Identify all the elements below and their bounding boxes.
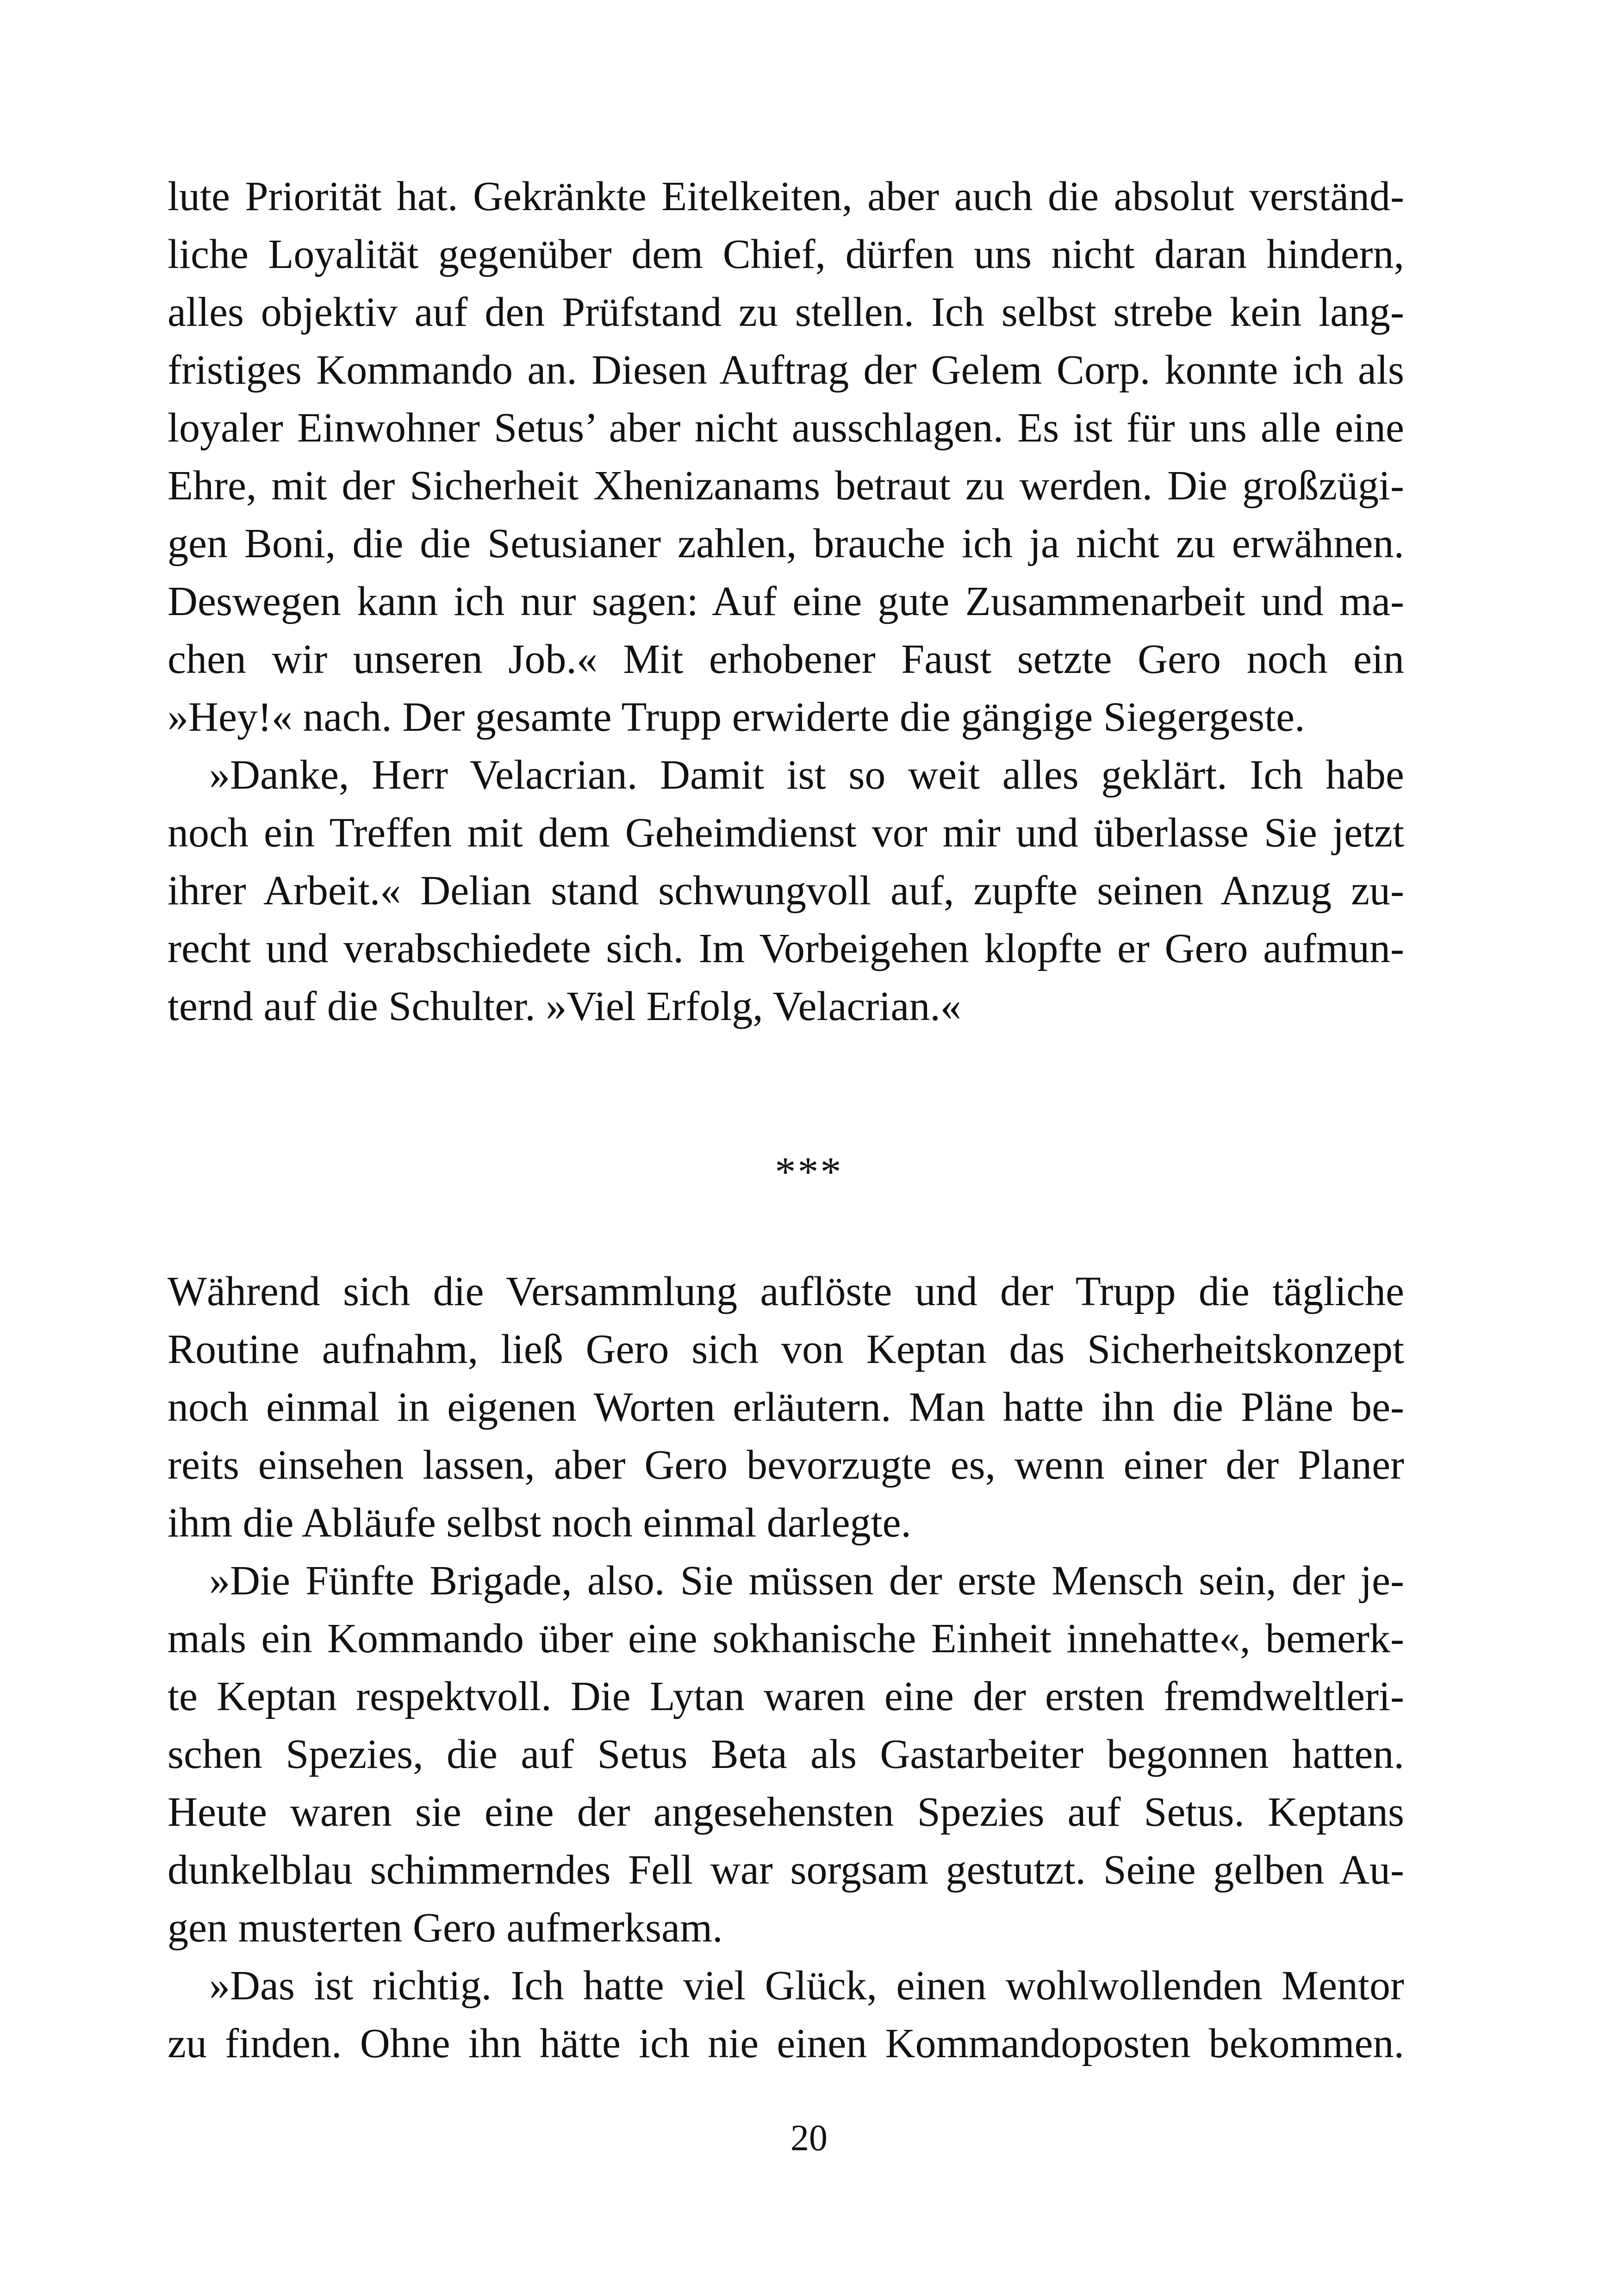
text-section-1 — [168, 168, 1404, 1035]
text-line: recht und verabschiedete sich. Im Vorbeigehen klopfte er Gero aufmun- — [168, 926, 1404, 971]
text-line: Heute waren sie eine der angesehensten Spezies auf Setus. Keptans — [168, 1789, 1404, 1835]
text-line: »Hey!« nach. Der gesamte Trupp erwiderte die gängige Siegergeste. — [168, 694, 1305, 740]
text-line: gen musterten Gero aufmerksam. — [168, 1905, 723, 1951]
text-line: »Die Fünfte Brigade, also. Sie müssen der erste Mensch sein, der je- — [209, 1558, 1404, 1604]
text-line: chen wir unseren Job.« Mit erhobener Faust setzte Gero noch ein — [168, 636, 1404, 682]
text-line: Deswegen kann ich nur sagen: Auf eine gute Zusammenarbeit und ma- — [168, 579, 1404, 624]
text-line: noch ein Treffen mit dem Geheimdienst vor mir und überlasse Sie jetzt — [168, 810, 1404, 856]
text-line: zu finden. Ohne ihn hätte ich nie einen Kommandoposten bekommen. — [168, 2021, 1404, 2066]
text-line: »Danke, Herr Velacrian. Damit ist so weit alles geklärt. Ich habe — [209, 752, 1404, 798]
text-line: ihrer Arbeit.« Delian stand schwungvoll auf, zupfte seinen Anzug zu- — [168, 868, 1404, 914]
text-section-2 — [168, 1263, 1404, 2072]
text-line: schen Spezies, die auf Setus Beta als Gastarbeiter begonnen hatten. — [168, 1731, 1404, 1777]
text-line: ihm die Abläufe selbst noch einmal darlegte. — [168, 1500, 912, 1546]
text-line: noch einmal in eigenen Worten erläutern. Man hatte ihn die Pläne be- — [168, 1384, 1404, 1430]
text-line: te Keptan respektvoll. Die Lytan waren eine der ersten fremdweltleri- — [168, 1674, 1404, 1719]
text-line: Während sich die Versammlung auflöste und der Trupp die tägliche — [168, 1269, 1404, 1314]
text-line: mals ein Kommando über eine sokhanische Einheit innehatte«, bemerk- — [168, 1616, 1404, 1661]
section-separator: *** — [775, 1149, 843, 1195]
text-line: ternd auf die Schulter. »Viel Erfolg, Velacrian.« — [168, 983, 961, 1029]
text-line: alles objektiv auf den Prüfstand zu stellen. Ich selbst strebe kein lang- — [168, 289, 1404, 335]
text-line: lute Priorität hat. Gekränkte Eitelkeiten, aber auch die absolut verständ- — [168, 174, 1404, 219]
text-line: dunkelblau schimmerndes Fell war sorgsam gestutzt. Seine gelben Au- — [168, 1847, 1404, 1893]
text-line: liche Loyalität gegenüber dem Chief, dürfen uns nicht daran hindern, — [168, 231, 1404, 277]
text-line: fristiges Kommando an. Diesen Auftrag der Gelem Corp. konnte ich als — [168, 347, 1404, 393]
text-line: Routine aufnahm, ließ Gero sich von Keptan das Sicherheitskonzept — [168, 1326, 1404, 1372]
text-line: »Das ist richtig. Ich hatte viel Glück, einen wohlwollenden Mentor — [209, 1963, 1404, 2009]
page-number: 20 — [790, 2118, 828, 2159]
text-line: Ehre, mit der Sicherheit Xhenizanams betraut zu werden. Die großzügi- — [168, 463, 1404, 509]
text-line: loyaler Einwohner Setus’ aber nicht ausschlagen. Es ist für uns alle eine — [168, 405, 1404, 451]
text-line: reits einsehen lassen, aber Gero bevorzugte es, wenn einer der Planer — [168, 1442, 1404, 1488]
text-line: gen Boni, die die Setusianer zahlen, brauche ich ja nicht zu erwähnen. — [168, 521, 1404, 566]
